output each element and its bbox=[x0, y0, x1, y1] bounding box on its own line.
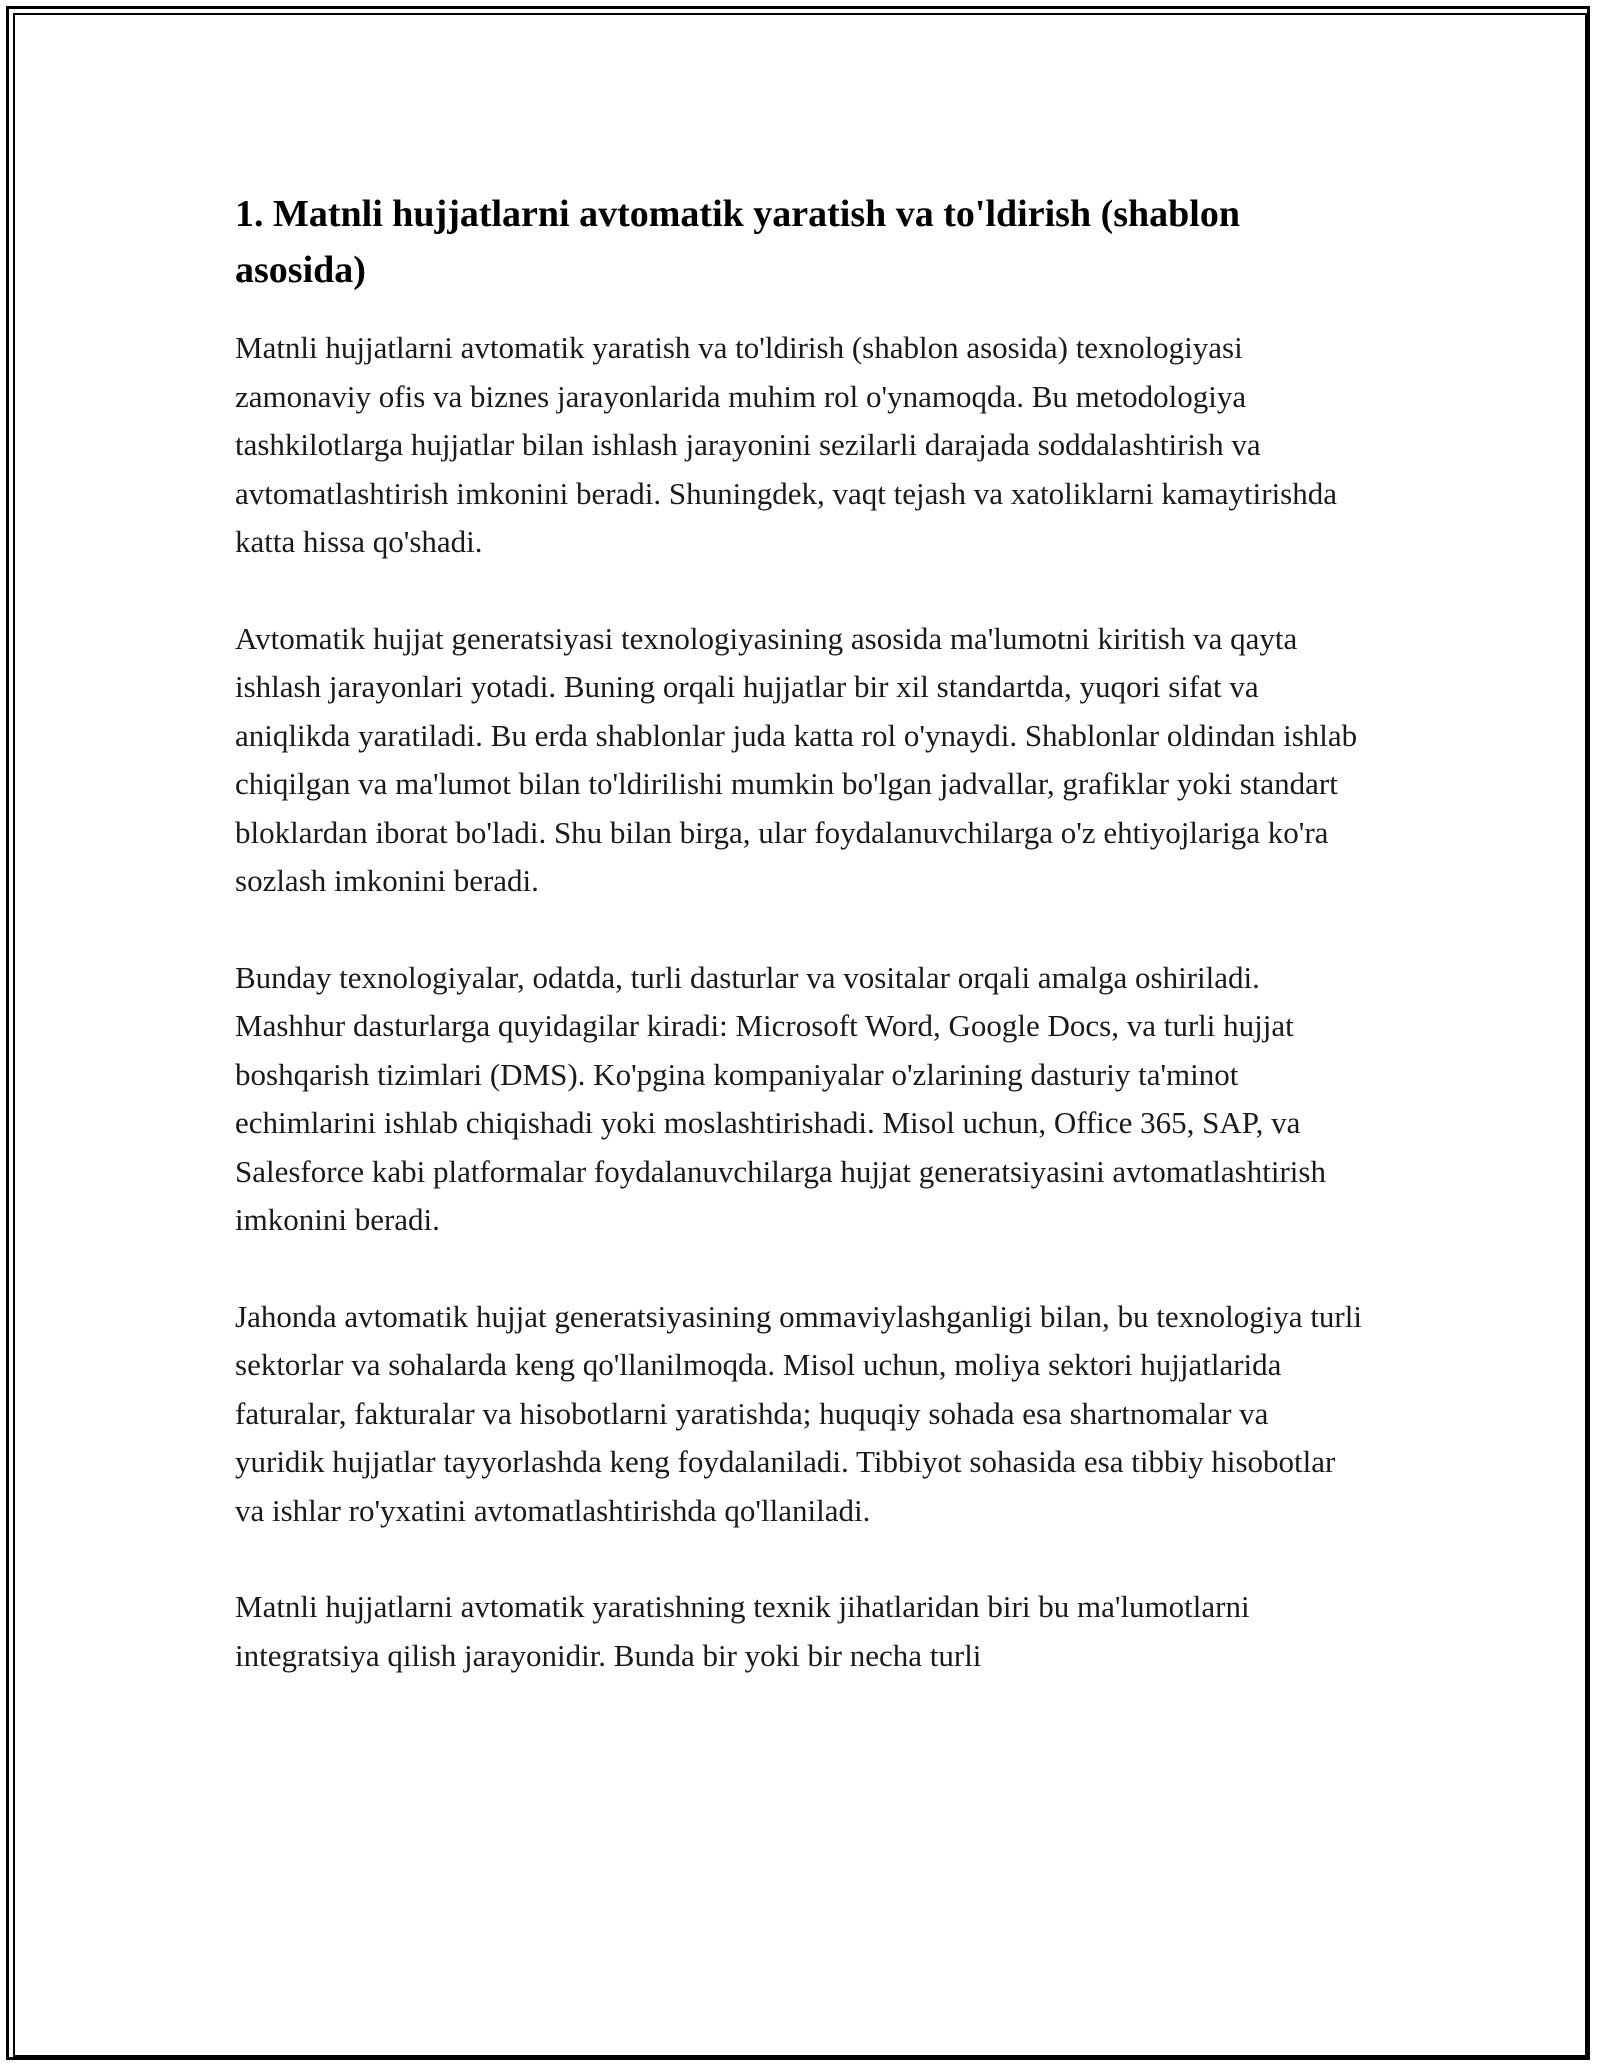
paragraph-5: Matnli hujjatlarni avtomatik yaratishning texnik jihatlaridan biri bu ma'lumotlarni integratsiya qilish jarayonidir. Bunda bir yoki bir necha turli bbox=[235, 1589, 1250, 1673]
section-heading: 1. Matnli hujjatlarni avtomatik yaratish va to'ldirish (shablon asosida) bbox=[235, 193, 1240, 291]
paragraph-1: Matnli hujjatlarni avtomatik yaratish va to'ldirish (shablon asosida) texnologiyasi zamonaviy ofis va biznes jarayonlarida muhim rol o'ynamoqda. Bu metodologiya tashkilotlarga hujjatlar bilan ishlash jarayonini sezilarli darajada soddalashtirish va avtomatlashtirish imkonini beradi. Shuningdek, vaqt tejash va xatoliklarni kamaytirishda katta hissa qo'shadi. bbox=[235, 330, 1337, 559]
paragraph-3: Bunday texnologiyalar, odatda, turli dasturlar va vositalar orqali amalga oshiriladi. Mashhur dasturlarga quyidagilar kiradi: Microsoft Word, Google Docs, va turli hujjat boshqarish tizimlari (DMS). Ko'pgina kompaniyalar o'zlarining dasturiy ta'minot echimlarini ishlab chiqishadi yoki moslashtirishadi. Misol uchun, Office 365, SAP, va Salesforce kabi platformalar foydalanuvchilarga hujjat generatsiyasini avtomatlashtirish imkonini beradi. bbox=[235, 959, 1326, 1237]
paragraph-4: Jahonda avtomatik hujjat generatsiyasining ommaviylashganligi bilan, bu texnologiya turli sektorlar va sohalarda keng qo'llanilmoqda. Misol uchun, moliya sektori hujjatlarida faturalar, fakturalar va hisobotlarni yaratishda; huquqiy sohada esa shartnomalar va yuridik hujjatlar tayyorlashda keng foydalaniladi. Tibbiyot sohasida esa tibbiy hisobotlar va ishlar ro'yxatini avtomatlashtirishda qo'llaniladi. bbox=[235, 1298, 1362, 1528]
paragraph-2: Avtomatik hujjat generatsiyasi texnologiyasining asosida ma'lumotni kiritish va qayta ishlash jarayonlari yotadi. Buning orqali hujjatlar bir xil standartda, yuqori sifat va aniqlikda yaratiladi. Bu erda shablonlar juda katta rol o'ynaydi. Shablonlar oldindan ishlab chiqilgan va ma'lumot bilan to'ldirilishi mumkin bo'lgan jadvallar, grafiklar yoki standart bloklardan iborat bo'ladi. Shu bilan birga, ular foydalanuvchilarga o'z ehtiyojlariga ko'ra sozlash imkonini beradi. bbox=[235, 620, 1358, 898]
document-body bbox=[235, 186, 1365, 1728]
